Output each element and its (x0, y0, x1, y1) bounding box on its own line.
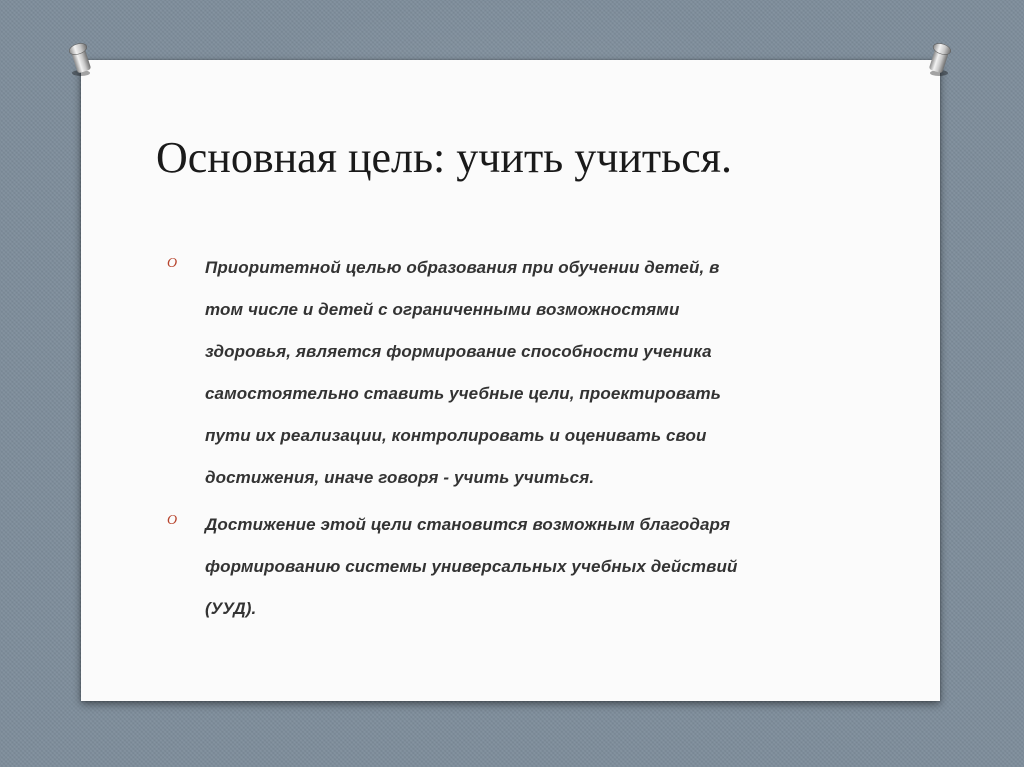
bullet-text (205, 247, 842, 499)
pushpin-icon (66, 38, 96, 78)
bullet-line: Приоритетной целью образования при обучении детей, в (205, 258, 720, 277)
bullet-line: Достижение этой цели становится возможным благодаря (205, 515, 731, 534)
bullet-text (205, 504, 842, 630)
bullet-item (162, 504, 842, 630)
bullet-list (162, 247, 842, 635)
bullet-line: формированию системы универсальных учебных действий (205, 557, 738, 576)
bullet-line: самостоятельно ставить учебные цели, проектировать (205, 384, 721, 403)
bullet-line: (УУД). (205, 599, 257, 618)
pushpin-icon (924, 38, 954, 78)
bullet-line: здоровья, является формирование способности ученика (205, 342, 712, 361)
bullet-item (162, 247, 842, 499)
bullet-line: том числе и детей с ограниченными возможностями (205, 300, 680, 319)
bullet-line: достижения, иначе говоря - учить учиться. (205, 468, 595, 487)
slide-title: Основная цель: учить учиться. (156, 133, 732, 182)
bullet-line: пути их реализации, контролировать и оценивать свои (205, 426, 707, 445)
bullet-marker-icon: O (167, 256, 178, 271)
bullet-marker-icon: O (167, 513, 178, 528)
